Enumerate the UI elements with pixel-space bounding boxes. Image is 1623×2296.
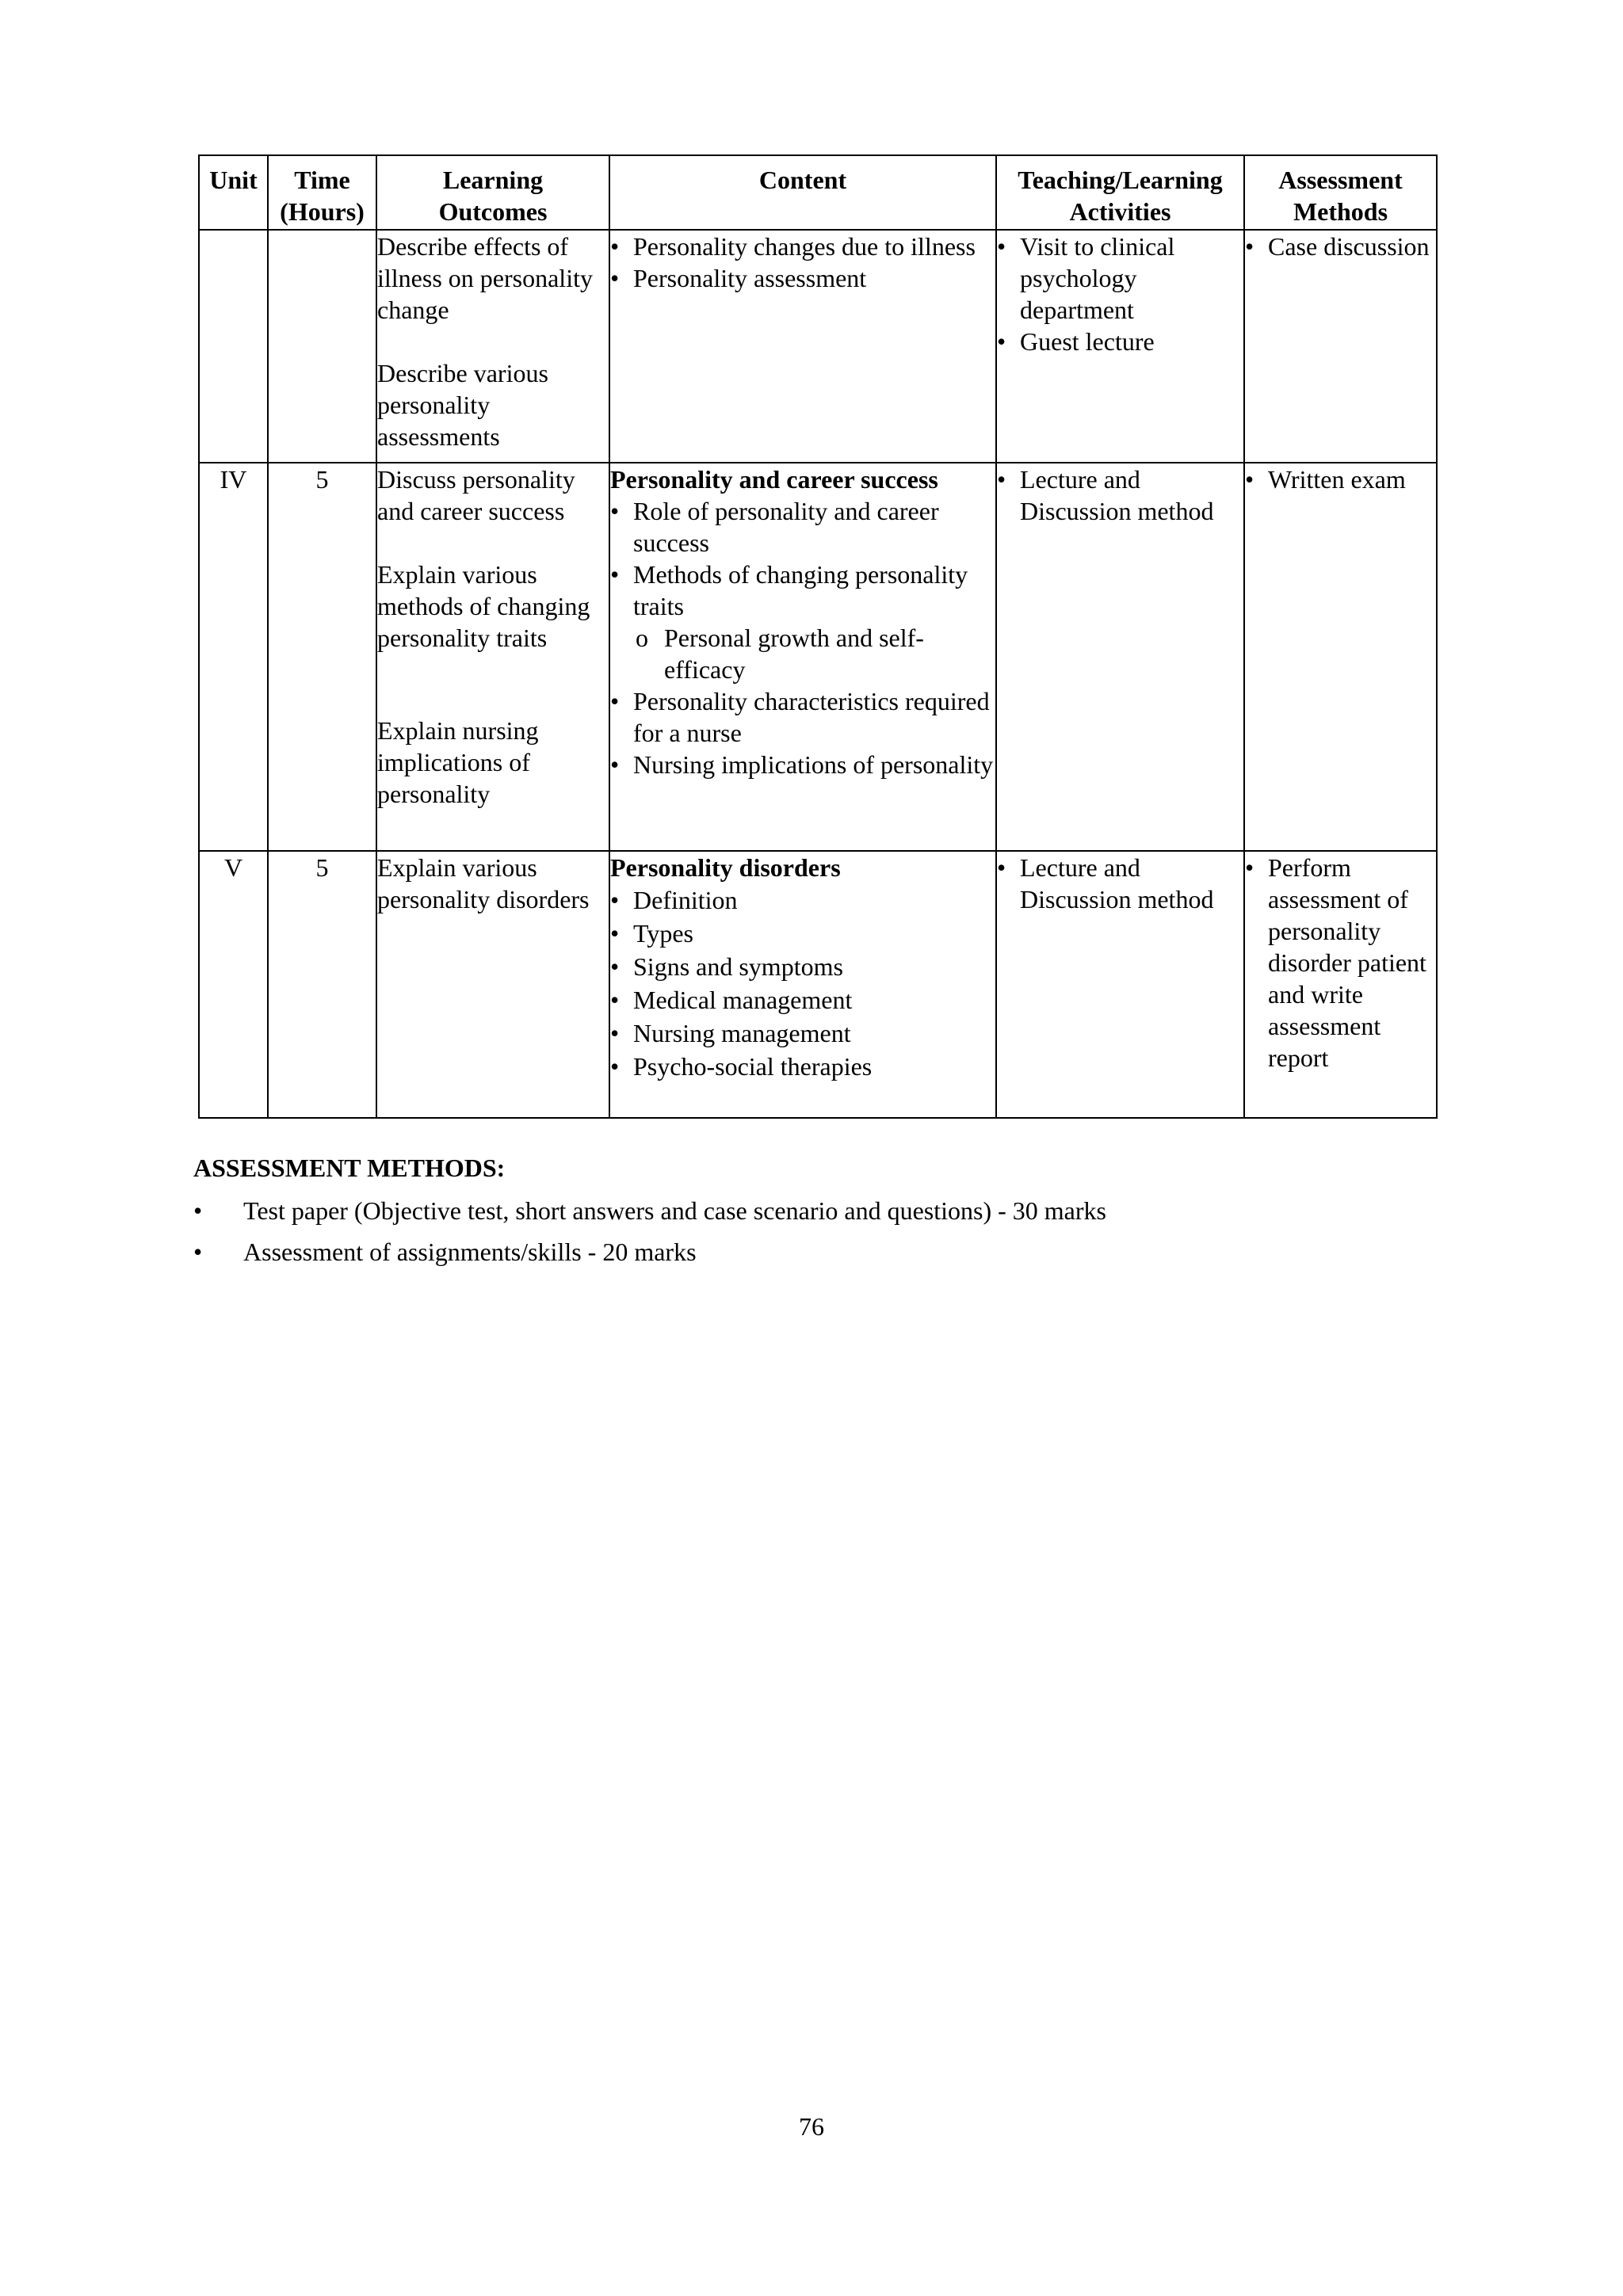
activity-item: • Lecture and Discussion method (997, 852, 1243, 915)
header-content: Content (609, 155, 996, 230)
content-cell (609, 463, 996, 851)
content-item: • Methods of changing personality traits (610, 559, 995, 622)
content-item: • Nursing management (610, 1016, 995, 1050)
table-header-row (199, 155, 1437, 230)
outcomes-cell (376, 851, 609, 1118)
header-assessment-methods: Assessment Methods (1244, 155, 1437, 230)
activities-cell (996, 230, 1244, 463)
time-cell: 5 (268, 851, 376, 1118)
header-time: Time (Hours) (268, 155, 376, 230)
content-item: • Personality characteristics required for a nurse (610, 685, 995, 749)
activities-cell (996, 851, 1244, 1118)
assessment-cell (1244, 230, 1437, 463)
activity-item: • Guest lecture (997, 326, 1243, 357)
time-cell (268, 230, 376, 463)
unit-cell: V (199, 851, 268, 1118)
page-number: 76 (799, 2112, 824, 2141)
content-item: • Definition (610, 883, 995, 917)
header-unit: Unit (199, 155, 268, 230)
content-item: • Personality assessment (610, 262, 995, 294)
table-row (199, 463, 1437, 851)
content-heading: Personality disorders (610, 853, 841, 882)
content-item: • Types (610, 917, 995, 950)
table-row (199, 230, 1437, 463)
assessment-methods-list (193, 1190, 1106, 1272)
assessment-item: • Perform assessment of personality disorder patient and write assessment report (1245, 852, 1436, 1074)
content-heading: Personality and career success (610, 465, 938, 494)
assessment-cell (1244, 463, 1437, 851)
time-cell: 5 (268, 463, 376, 851)
content-item: • Nursing implications of personality (610, 749, 995, 780)
unit-cell (199, 230, 268, 463)
activity-item: • Visit to clinical psychology department (997, 231, 1243, 326)
content-item: • Psycho-social therapies (610, 1050, 995, 1083)
outcome-text: Explain nursing implications of personality (377, 716, 539, 808)
outcomes-cell (376, 463, 609, 851)
unit-cell: IV (199, 463, 268, 851)
outcomes-cell (376, 230, 609, 463)
content-cell (609, 851, 996, 1118)
outcome-text: Describe effects of illness on personality change (377, 232, 593, 324)
assessment-cell (1244, 851, 1437, 1118)
content-cell (609, 230, 996, 463)
assessment-item: • Written exam (1245, 463, 1436, 495)
outcome-text: Explain various personality disorders (377, 853, 590, 913)
table-row (199, 851, 1437, 1118)
content-item: • Role of personality and career success (610, 495, 995, 559)
activities-cell (996, 463, 1244, 851)
list-item: • Assessment of assignments/skills - 20 marks (193, 1231, 1106, 1272)
content-subitem: o Personal growth and self-efficacy (610, 622, 995, 685)
outcome-text: Explain various methods of changing personality traits (377, 560, 590, 652)
content-item: • Signs and symptoms (610, 950, 995, 983)
content-item: • Medical management (610, 983, 995, 1016)
outcome-text: Describe various personality assessments (377, 359, 548, 451)
content-item: • Personality changes due to illness (610, 231, 995, 262)
assessment-item: • Case discussion (1245, 231, 1436, 262)
activity-item: • Lecture and Discussion method (997, 463, 1243, 527)
curriculum-table (198, 154, 1438, 1119)
list-item: • Test paper (Objective test, short answers and case scenario and questions) - 30 marks (193, 1190, 1106, 1231)
header-teaching-activities: Teaching/Learning Activities (996, 155, 1244, 230)
assessment-methods-heading: ASSESSMENT METHODS: (193, 1154, 506, 1182)
header-learning-outcomes: Learning Outcomes (376, 155, 609, 230)
outcome-text: Discuss personality and career success (377, 465, 575, 525)
